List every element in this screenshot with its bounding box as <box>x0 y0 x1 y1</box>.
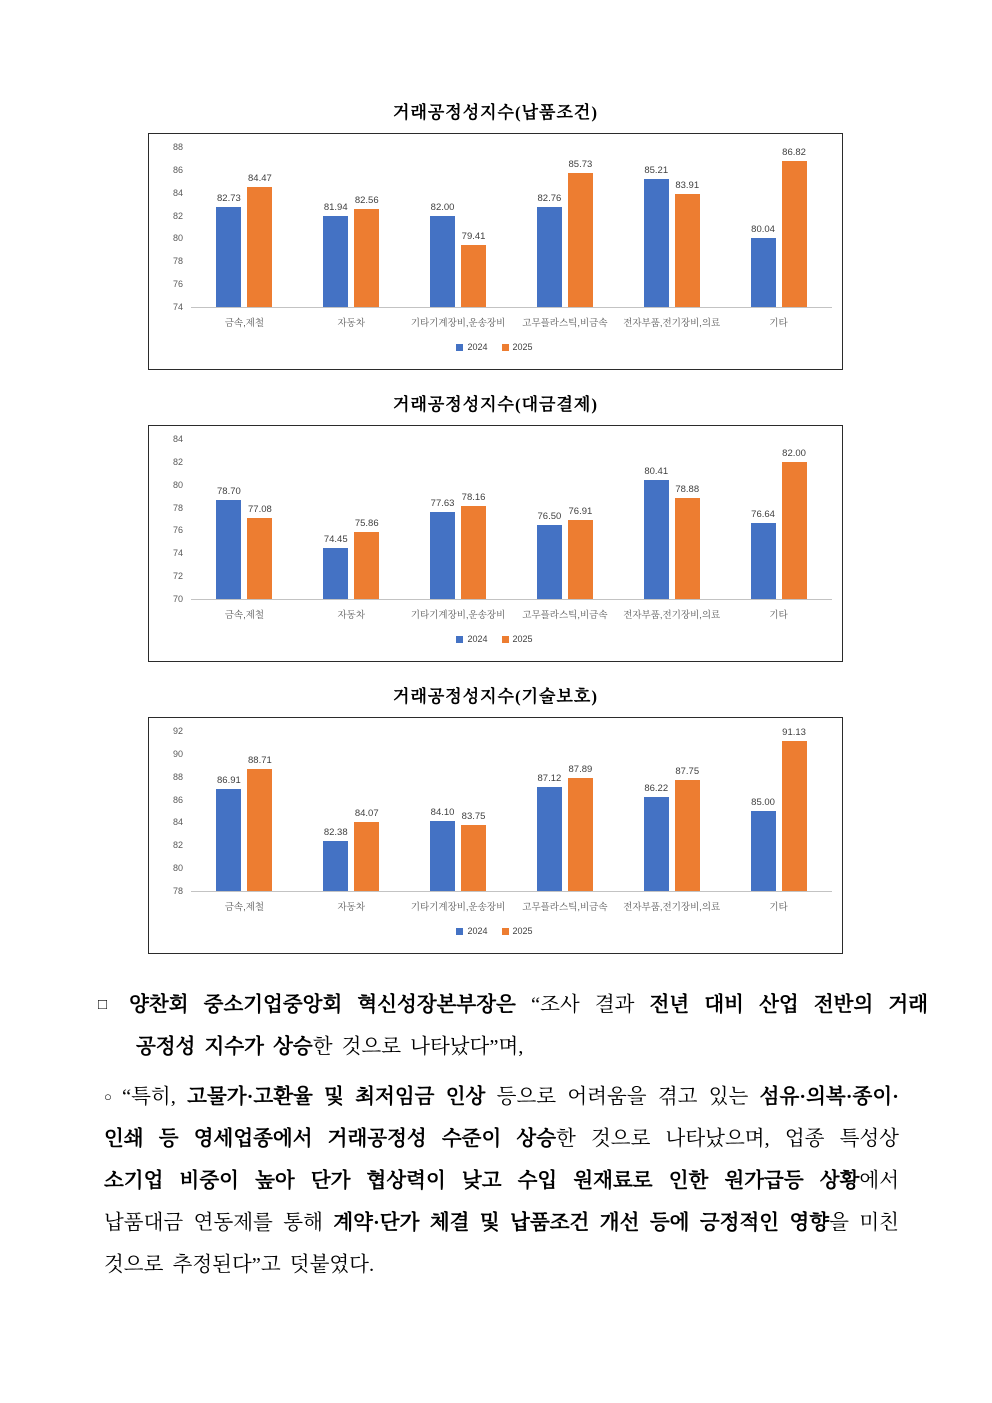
bar-2024 <box>216 775 241 891</box>
legend <box>157 634 832 644</box>
bar-group <box>725 726 832 891</box>
bar-2024 <box>751 224 776 307</box>
data-label: 81.94 <box>323 202 348 214</box>
legend-label: 2024 <box>467 342 488 352</box>
y-axis-tick-label: 88 <box>172 142 183 152</box>
bar-2025 <box>247 504 272 599</box>
y-axis-tick-label: 86 <box>172 794 183 805</box>
bar-2025 <box>461 231 486 307</box>
text-run: 한 것으로 나타났으며, 업종 특성상 <box>556 1128 899 1150</box>
bar-2024 <box>644 164 669 307</box>
paragraph-detail <box>104 1076 899 1286</box>
y-axis-tick-label: 76 <box>172 279 183 290</box>
legend-label: 2024 <box>467 634 488 644</box>
text-emphasis: 섬유·의복·종이·인쇄 등 영세업종에서 거래공정성 수준이 상승 <box>104 1086 899 1150</box>
text-emphasis: 소기업 비중이 높아 단가 협상력이 낮고 수입 원재료로 인한 원가급등 상황 <box>104 1170 860 1192</box>
paragraph-text <box>129 994 928 1058</box>
category-label: 전자부품,전기장비,의료 <box>623 318 721 329</box>
chart-title-tech-protection: 거래공정성지수(기술보호) <box>393 687 598 706</box>
bar-2024 <box>751 797 776 891</box>
data-label: 78.16 <box>461 491 486 503</box>
bar-2025 <box>461 811 486 891</box>
data-label: 85.21 <box>644 164 669 176</box>
bar-group <box>298 440 405 599</box>
y-axis-tick-label: 80 <box>172 863 183 874</box>
legend <box>157 926 832 936</box>
bar-2024 <box>323 826 348 891</box>
y-axis-tick-label: 70 <box>172 594 183 604</box>
text-emphasis: 전년 대비 산업 전반의 거래 공정성 지수가 상승 <box>136 994 929 1058</box>
legend <box>157 342 832 352</box>
data-label: 77.08 <box>248 504 272 516</box>
text-emphasis: 양찬회 중소기업중앙회 혁신성장본부장은 <box>129 994 516 1016</box>
data-label: 82.38 <box>323 826 348 838</box>
bar-2025 <box>568 764 593 891</box>
bar-2025 <box>247 754 272 891</box>
y-axis-tick-label: 90 <box>172 748 183 759</box>
legend-item <box>456 634 487 644</box>
bar-2025 <box>675 179 700 307</box>
bar-group <box>725 440 832 599</box>
bar-group <box>511 148 618 307</box>
legend-label: 2024 <box>467 926 488 936</box>
square-bullet-marker: □ <box>98 997 114 1013</box>
plot-area <box>191 148 832 308</box>
data-label: 84.07 <box>354 807 379 819</box>
y-axis-tick-label: 78 <box>172 256 183 267</box>
data-label: 75.86 <box>354 518 379 529</box>
chart-canvas <box>148 425 843 662</box>
bar-group <box>405 440 512 599</box>
data-label: 76.50 <box>537 510 562 522</box>
x-axis <box>191 600 832 621</box>
legend-swatch <box>502 928 509 935</box>
legend-label: 2025 <box>512 634 533 644</box>
bar-group <box>298 148 405 307</box>
data-label: 86.91 <box>217 775 241 787</box>
y-axis-tick-label: 78 <box>172 886 183 896</box>
y-axis-tick-label: 84 <box>172 817 183 828</box>
category-label: 자동차 <box>337 318 365 329</box>
legend-swatch <box>456 928 463 935</box>
legend-swatch <box>456 636 463 643</box>
category-label: 자동차 <box>337 610 365 621</box>
bar-group <box>405 732 512 891</box>
bar-group <box>618 732 725 891</box>
legend-label: 2025 <box>512 926 533 936</box>
category-label: 기타 <box>769 902 788 913</box>
bar-2025 <box>247 173 272 307</box>
y-axis-tick-label: 88 <box>172 771 183 782</box>
data-label: 85.00 <box>751 797 775 808</box>
bar-2024 <box>430 201 455 307</box>
chart-canvas <box>148 717 843 954</box>
text-run: 을 미친 것으로 추정된다”고 덧붙였다. <box>104 1212 899 1276</box>
chart-title-payment: 거래공정성지수(대금결제) <box>393 395 598 414</box>
legend-swatch <box>502 344 509 351</box>
bar-group <box>725 148 832 307</box>
y-axis-tick-label: 74 <box>172 548 183 559</box>
figure-tech-protection <box>0 687 992 954</box>
text-run: “특히, <box>122 1086 188 1108</box>
chart-title-delivery-terms: 거래공정성지수(납품조건) <box>393 103 598 122</box>
data-label: 86.22 <box>644 783 669 795</box>
x-axis <box>191 892 832 913</box>
bar-2024 <box>537 772 562 891</box>
bar-group <box>191 148 298 307</box>
text-run: 에서 납품대금 연동제를 통해 <box>104 1170 899 1234</box>
data-label: 76.64 <box>751 509 775 521</box>
category-label: 기타기계장비,운송장비 <box>410 610 506 621</box>
bar-2024 <box>430 497 455 599</box>
bar-group <box>191 732 298 891</box>
category-label: 전자부품,전기장비,의료 <box>623 902 721 913</box>
bar-2024 <box>323 202 348 307</box>
y-axis-tick-label: 84 <box>172 187 183 198</box>
category-label: 전자부품,전기장비,의료 <box>623 610 721 621</box>
legend-swatch <box>502 636 509 643</box>
figure-payment <box>0 395 992 662</box>
data-label: 76.91 <box>568 506 593 517</box>
text-emphasis: 계약·단가 체결 및 납품조건 개선 등에 긍정적인 영향 <box>333 1212 830 1234</box>
category-label: 자동차 <box>337 902 365 913</box>
bar-group <box>191 440 298 599</box>
bar-2025 <box>568 158 593 307</box>
data-label: 82.73 <box>217 193 241 205</box>
text-run: 한 것으로 나타났다”며, <box>312 1036 524 1058</box>
category-label: 기타 <box>769 318 788 329</box>
bar-2024 <box>644 783 669 891</box>
y-axis <box>157 142 191 312</box>
bar-2024 <box>537 192 562 307</box>
bar-2025 <box>568 506 593 599</box>
y-axis-tick-label: 86 <box>172 164 183 175</box>
y-axis-tick-label: 84 <box>172 434 183 444</box>
data-label: 86.82 <box>782 146 806 158</box>
text-emphasis: 고물가·고환율 및 최저임금 인상 <box>187 1086 486 1108</box>
y-axis-tick-label: 92 <box>172 726 183 736</box>
bar-group <box>405 148 512 307</box>
paragraph-summary <box>98 984 928 1068</box>
category-label: 기타 <box>769 610 788 621</box>
paragraph-text <box>104 1086 899 1276</box>
y-axis <box>157 434 191 604</box>
bar-2025 <box>675 765 700 891</box>
y-axis-tick-label: 82 <box>172 210 183 221</box>
data-label: 74.45 <box>323 534 348 546</box>
data-label: 79.41 <box>461 231 486 243</box>
y-axis-tick-label: 80 <box>172 233 183 244</box>
bar-group <box>298 732 405 891</box>
data-label: 85.73 <box>568 158 593 170</box>
data-label: 80.41 <box>644 466 669 477</box>
category-label: 고무플라스틱,비금속 <box>522 318 608 329</box>
data-label: 82.56 <box>354 195 379 207</box>
bar-2024 <box>537 510 562 599</box>
bar-2024 <box>323 534 348 599</box>
data-label: 80.04 <box>751 224 775 235</box>
y-axis-tick-label: 82 <box>172 456 183 467</box>
bar-2025 <box>354 807 379 891</box>
category-label: 금속,제철 <box>224 610 265 621</box>
data-label: 84.47 <box>248 173 272 185</box>
bar-2025 <box>354 518 379 599</box>
y-axis-tick-label: 72 <box>172 571 183 582</box>
bar-group <box>618 440 725 599</box>
y-axis <box>157 726 191 896</box>
y-axis-tick-label: 82 <box>172 840 183 851</box>
legend-item <box>502 342 533 352</box>
category-label: 고무플라스틱,비금속 <box>522 902 608 913</box>
figure-delivery-terms <box>0 103 992 370</box>
bar-2025 <box>782 447 807 599</box>
data-label: 91.13 <box>782 726 806 738</box>
category-label: 기타기계장비,운송장비 <box>410 318 506 329</box>
data-label: 82.00 <box>430 201 455 213</box>
y-axis-tick-label: 80 <box>172 479 183 490</box>
bar-2024 <box>216 485 241 599</box>
bar-2024 <box>216 193 241 307</box>
text-run: “조사 결과 <box>515 994 650 1016</box>
bar-group <box>618 148 725 307</box>
category-label: 금속,제철 <box>224 318 265 329</box>
bar-group <box>511 440 618 599</box>
data-label: 82.76 <box>537 192 562 204</box>
data-label: 83.91 <box>675 179 700 191</box>
plot-area <box>191 726 832 892</box>
x-axis <box>191 308 832 329</box>
legend-swatch <box>456 344 463 351</box>
category-label: 고무플라스틱,비금속 <box>522 610 608 621</box>
y-axis-tick-label: 78 <box>172 502 183 513</box>
y-axis-tick-label: 74 <box>172 302 183 312</box>
bar-2025 <box>461 491 486 599</box>
category-label: 기타기계장비,운송장비 <box>410 902 506 913</box>
data-label: 88.71 <box>248 754 272 766</box>
bar-2024 <box>751 509 776 599</box>
bar-2024 <box>644 466 669 599</box>
legend-item <box>456 342 487 352</box>
data-label: 87.89 <box>568 764 593 775</box>
plot-area <box>191 440 832 600</box>
chart-canvas <box>148 133 843 370</box>
category-label: 금속,제철 <box>224 902 265 913</box>
bar-2024 <box>430 807 455 891</box>
bar-group <box>511 732 618 891</box>
legend-item <box>502 926 533 936</box>
legend-item <box>456 926 487 936</box>
legend-item <box>502 634 533 644</box>
legend-label: 2025 <box>512 342 533 352</box>
bar-2025 <box>782 726 807 891</box>
y-axis-tick-label: 76 <box>172 525 183 536</box>
text-run: 등으로 어려움을 겪고 있는 <box>485 1086 760 1108</box>
data-label: 77.63 <box>430 497 455 509</box>
data-label: 87.75 <box>675 765 700 777</box>
bar-2025 <box>782 146 807 308</box>
data-label: 78.88 <box>675 483 700 495</box>
data-label: 82.00 <box>782 447 806 459</box>
bar-2025 <box>354 195 379 307</box>
data-label: 83.75 <box>461 811 486 823</box>
data-label: 84.10 <box>430 807 455 819</box>
data-label: 87.12 <box>537 772 562 784</box>
data-label: 78.70 <box>217 485 241 497</box>
circle-bullet-marker: ○ <box>104 1089 115 1104</box>
bar-2025 <box>675 483 700 600</box>
